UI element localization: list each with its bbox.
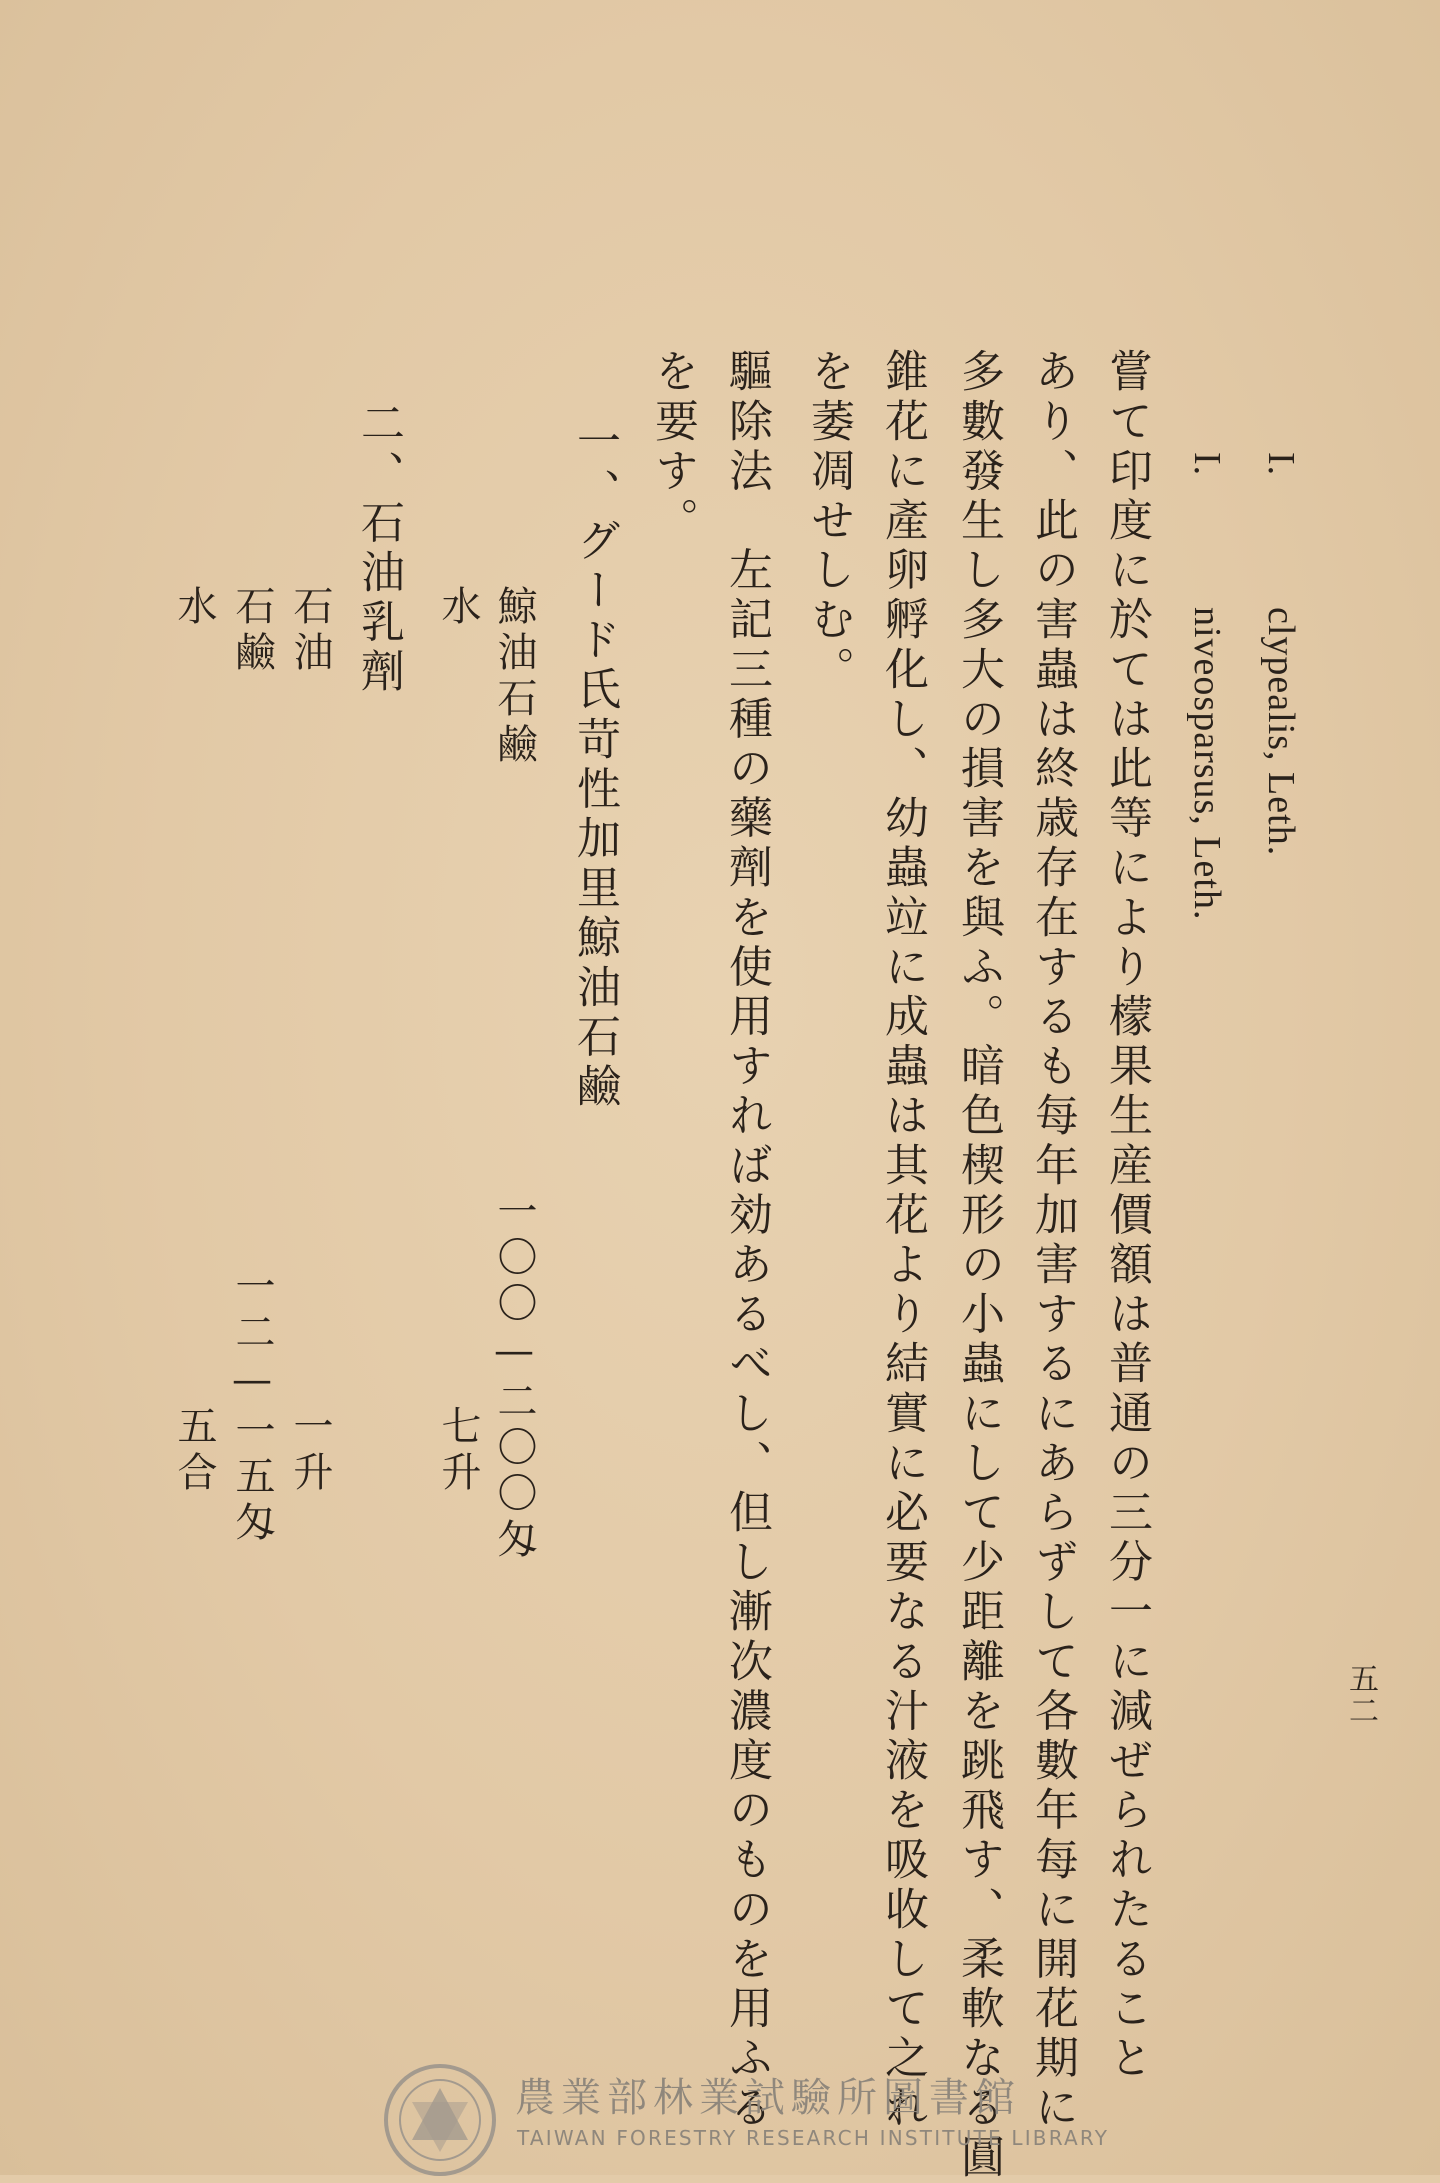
paragraph-line-5: を萎凋せしむ。 — [803, 348, 854, 696]
control-method-line-1: 驅除法 左記三種の藥劑を使用すれば効あるべし、但し漸次濃度のものを用ふる — [721, 348, 772, 2134]
species-prefix: I. — [1186, 452, 1228, 477]
recipe-1-item-1-name: 鯨油石鹼 — [491, 585, 537, 769]
species-prefix: I. — [1260, 452, 1302, 477]
control-method-line-2: を要す。 — [647, 348, 698, 547]
species-name-1 — [1262, 452, 1300, 856]
paragraph-line-4: 錐花に產卵孵化し、幼蟲竝に成蟲は其花より結實に必要なる汁液を吸收して之れ — [877, 348, 928, 2134]
recipe-2-item-2-amount: 一二—一五匁 — [229, 1265, 275, 1547]
library-name-en: TAIWAN FORESTRY RESEARCH INSTITUTE LIBRARY — [517, 2126, 1110, 2150]
recipe-2-title: 二、石油乳劑 — [353, 400, 404, 698]
recipe-2-item-3-amount: 五合 — [171, 1405, 217, 1497]
library-name-zh: 農業部林業試驗所圖書館 — [515, 2075, 1021, 2121]
library-seal-icon — [380, 2060, 500, 2180]
species-epithet: niveosparsus, Leth. — [1186, 606, 1228, 921]
recipe-2-item-1-amount: 一升 — [287, 1405, 333, 1497]
recipe-1-item-1-amount: 一〇〇—二〇〇匁 — [491, 1190, 537, 1564]
recipe-2-item-1-name: 石油 — [287, 585, 333, 677]
recipe-2-item-3-name: 水 — [171, 585, 217, 631]
recipe-1-title: 一、グード氏苛性加里鯨油石鹼 — [569, 418, 620, 1113]
recipe-1-item-2-amount: 七升 — [435, 1405, 481, 1497]
paragraph-line-3: 多數發生し多大の損害を與ふ。暗色楔形の小蟲にして少距離を跳飛す、柔軟なる圓 — [953, 348, 1004, 2183]
recipe-2-item-2-name: 石鹼 — [229, 585, 275, 677]
species-name-2 — [1188, 452, 1226, 920]
species-epithet: clypealis, Leth. — [1260, 606, 1302, 856]
paragraph-line-2: あり、此の害蟲は終歳存在するも每年加害するにあらずして各數年每に開花期に — [1027, 348, 1078, 2134]
recipe-1-item-2-name: 水 — [435, 585, 481, 631]
page-number: 五二 — [1343, 1663, 1378, 1727]
paragraph-line-1: 嘗て印度に於ては此等により檬果生産價額は普通の三分一に減ぜられたること — [1101, 348, 1152, 2084]
